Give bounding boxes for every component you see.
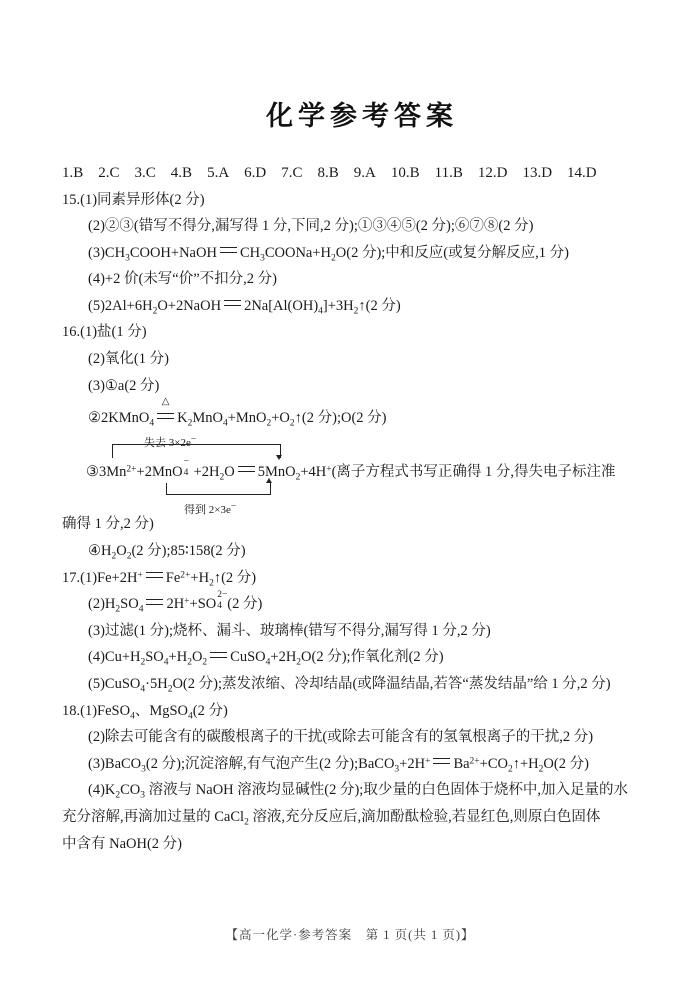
answer-line: (2)②③(错写不得分,漏写得 1 分,下同,2 分);①③④⑤(2 分);⑥⑦⑧(2 分) [88, 218, 534, 235]
answer-lines [62, 187, 662, 858]
choice-answer: 13.D [522, 165, 553, 181]
answer-line: (3)BaCO$_3$(2 分);沉淀溶解,有气泡产生(2 分);BaCO$_3$+2H+ $Ba^{2+}+CO_2↑+H_2O(2$ 分) [88, 755, 589, 775]
arrow-down-icon [276, 455, 282, 460]
arrow-up-icon [266, 478, 272, 483]
choice-answer: 10.B [390, 165, 420, 181]
answer-line: 中含有 NaOH(2 分) [62, 835, 183, 852]
answer-line: 16.(1)盐(1 分) [62, 324, 147, 341]
answer-line: 17.(1)Fe+2H+ $Fe^{2+}+H_2↑(2$ 分) [62, 569, 257, 588]
choice-answer: 8.B [317, 165, 339, 181]
answer-line: $(5)CuSO_4\cdot 5H_2O(2$ 分);蒸发浓缩、冷却结晶(或降温结晶,若答“蒸发结晶”给 1 分,2 分) [88, 676, 611, 695]
answer-line: ②2KMnO$_4$ △ $K_2MnO_4+MnO_2+O_2↑(2$ 分);O(2 分) [62, 405, 662, 432]
equals-sign [146, 572, 163, 578]
equals-sign [224, 300, 241, 306]
choice-answer: 9.A [353, 165, 376, 181]
ionic-equation-line: $③3Mn^{2+}+2MnO$ − 4 $+2H_2O$ 5MnO$_2$+4H+(离子方程式书写正确得 1 分,得失电子标注准 失去 3×2e− 得到 2×3e− [86, 459, 662, 486]
answer-line: 15.(1)同素异形体(2 分) [62, 191, 205, 208]
answer-line: (4)+2 价(未写“价”不扣分,2 分) [88, 271, 277, 288]
answer-line: (3)过滤(1 分);烧杯、漏斗、玻璃棒(错写不得分,漏写得 1 分,2 分) [88, 622, 491, 639]
answer-line: $(5)2Al+6H_2O+2NaOH$ $2Na[Al(OH)_4]+3H_2↑(2$ 分) [88, 297, 401, 317]
answer-line: $(4)K_2CO_3$ 溶液与 NaOH 溶液均显碱性(2 分);取少量的白色固体于烧杯中,加入足量的水 [88, 782, 628, 801]
answer-line: 确得 1 分,2 分) [62, 516, 154, 533]
page-content [62, 94, 662, 857]
choice-answer: 6.D [244, 165, 267, 181]
choice-answer: 5.A [207, 165, 230, 181]
electron-loss-label: 失去 3×2e− [144, 434, 197, 449]
equals-sign [210, 652, 227, 658]
equals-sign [146, 599, 163, 605]
choice-answers-row [62, 160, 662, 187]
answer-line: 充分溶解,再滴加过量的 CaCl$_2$ 溶液,充分反应后,滴加酚酞检验,若显红色,则原白色固体 [62, 808, 601, 828]
answer-line: (2)除去可能含有的碳酸根离子的干扰(或除去可能含有的氢氧根离子的干扰,2 分) [88, 729, 594, 746]
equals-sign [220, 247, 237, 253]
electron-gain-bracket [166, 483, 271, 495]
choice-answer: 3.C [134, 165, 156, 181]
heated-equals-sign [154, 396, 177, 432]
equals-sign [238, 466, 255, 472]
answer-line: (2)氧化(1 分) [88, 351, 169, 368]
answer-line: $(2)H_2SO_4$ 2H++SO 2− 4 (2 分) [88, 589, 263, 615]
choice-answer: 2.C [98, 165, 120, 181]
electron-transfer-diagram [62, 432, 662, 516]
answer-line: $(4)Cu+H_2SO_4+H_2O_2$ $CuSO_4+2H_2O(2$ 分);作氧化剂(2 分) [88, 649, 444, 668]
choice-answer: 7.C [281, 165, 303, 181]
equals-sign [433, 758, 450, 764]
choice-answer: 4.B [170, 165, 193, 181]
answer-line: 18.(1)FeSO$_4$、MgSO$_4$(2 分) [62, 702, 228, 721]
page-footer: 【高一化学·参考答案 第 1 页(共 1 页)】 [225, 928, 475, 942]
answer-line: $④H_2O_2(2$ 分);85∶158(2 分) [88, 543, 246, 562]
choice-answer: 14.D [567, 165, 597, 181]
choice-answer: 1.B [62, 165, 84, 181]
page-title: 化学参考答案 [266, 101, 458, 131]
electron-gain-label: 得到 2×3e− [184, 501, 237, 516]
choice-answer: 12.D [477, 165, 508, 181]
choice-answer: 11.B [434, 165, 463, 181]
delta-heat-icon: △ [161, 396, 170, 408]
answer-line: (3)①a(2 分) [88, 377, 160, 394]
answer-line: $(3)CH_3COOH+NaOH$ $CH_3COONa+H_2O(2$ 分);中和反应(或复分解反应,1 分) [88, 244, 569, 263]
electron-loss-bracket [112, 444, 281, 458]
